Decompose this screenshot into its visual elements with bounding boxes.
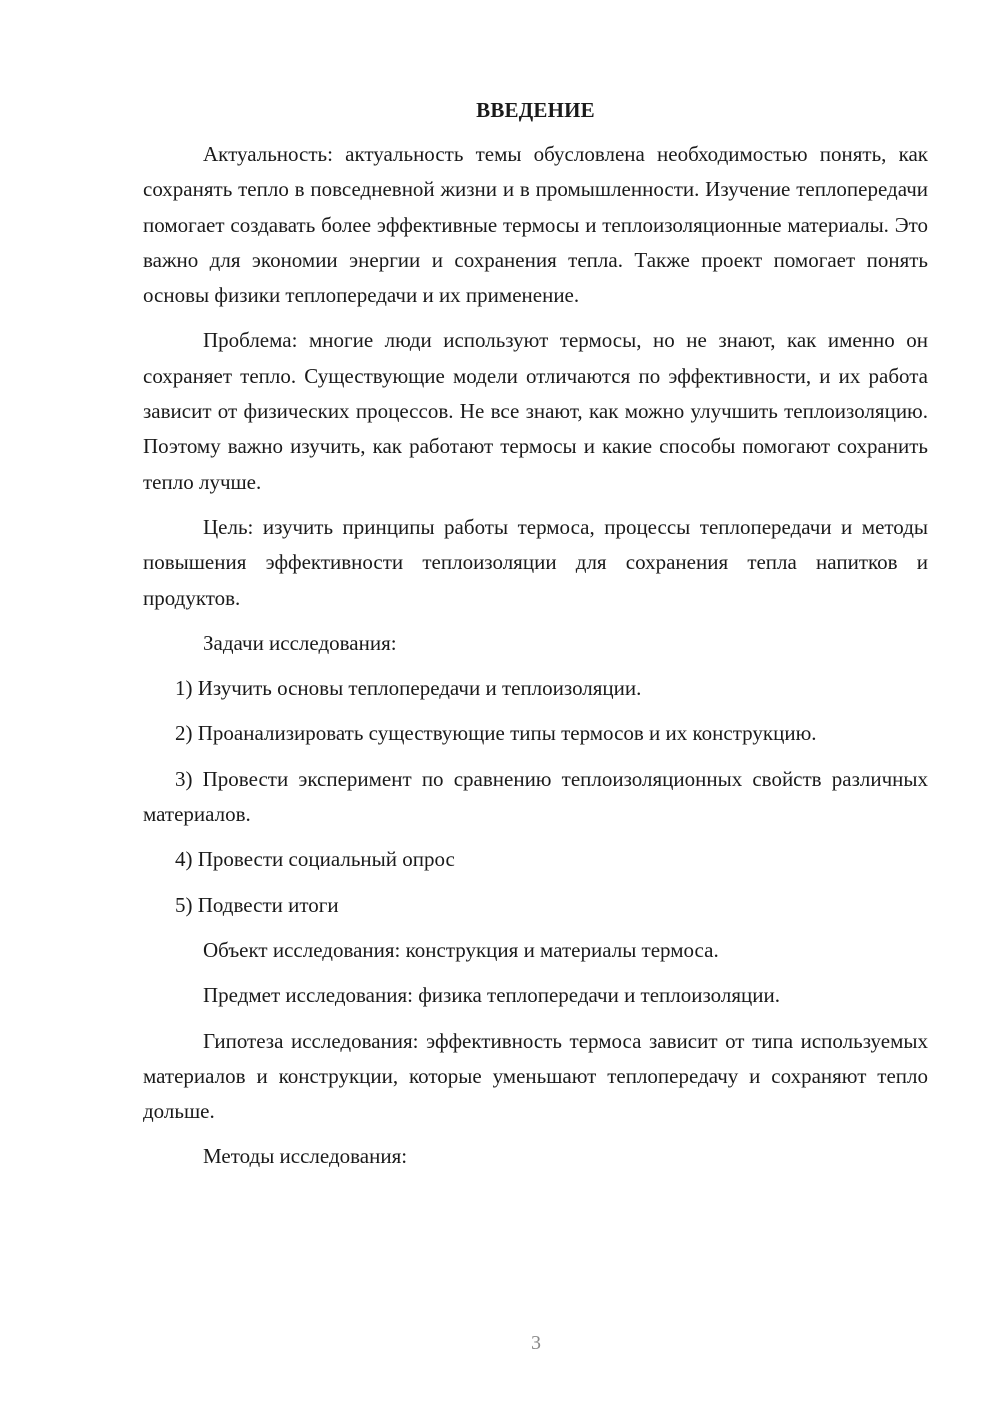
- task-item: 4) Провести социальный опрос: [175, 847, 455, 872]
- relevance-paragraph: Актуальность: актуальность темы обусловлена необходимостью понять, как сохранять тепло в повседневной жизни и в промышленности. Изучение теплопередачи помогает создавать более эффективные термосы и теплоизоляционные материалы. Это важно для экономии энергии и сохранения тепла. Также проект помогает понять основы физики теплопередачи и их применение.: [143, 142, 928, 308]
- object-paragraph: Объект исследования: конструкция и материалы термоса.: [203, 937, 719, 962]
- tasks-heading: Задачи исследования:: [203, 630, 397, 655]
- task-item: 1) Изучить основы теплопередачи и теплоизоляции.: [175, 676, 642, 701]
- subject-paragraph: Предмет исследования: физика теплопередачи и теплоизоляции.: [203, 983, 781, 1008]
- hypothesis-paragraph: Гипотеза исследования: эффективность термоса зависит от типа используемых материалов и конструкции, которые уменьшают теплопередачу и сохраняют тепло дольше.: [143, 1028, 928, 1124]
- section-title: ВВЕДЕНИЕ: [476, 98, 595, 122]
- task-item: 2) Проанализировать существующие типы термосов и их конструкцию.: [175, 721, 817, 746]
- methods-heading: Методы исследования:: [203, 1144, 408, 1169]
- problem-paragraph: Проблема: многие люди используют термосы, но не знают, как именно он сохраняет тепло. Существующие модели отличаются по эффективности, и их работа зависит от физических процессов. Не все знают, как можно улучшить теплоизоляцию. Поэтому важно изучить, как работают термосы и какие способы помогают сохранить тепло лучше.: [143, 328, 928, 494]
- task-item: 3) Провести эксперимент по сравнению теплоизоляционных свойств различных материалов.: [143, 766, 928, 827]
- document-page: [143, 95, 928, 1185]
- task-item: 5) Подвести итоги: [175, 892, 339, 917]
- goal-paragraph: Цель: изучить принципы работы термоса, процессы теплопередачи и методы повышения эффективности теплоизоляции для сохранения тепла напитков и продуктов.: [143, 514, 928, 610]
- page-number: 3: [531, 1332, 541, 1354]
